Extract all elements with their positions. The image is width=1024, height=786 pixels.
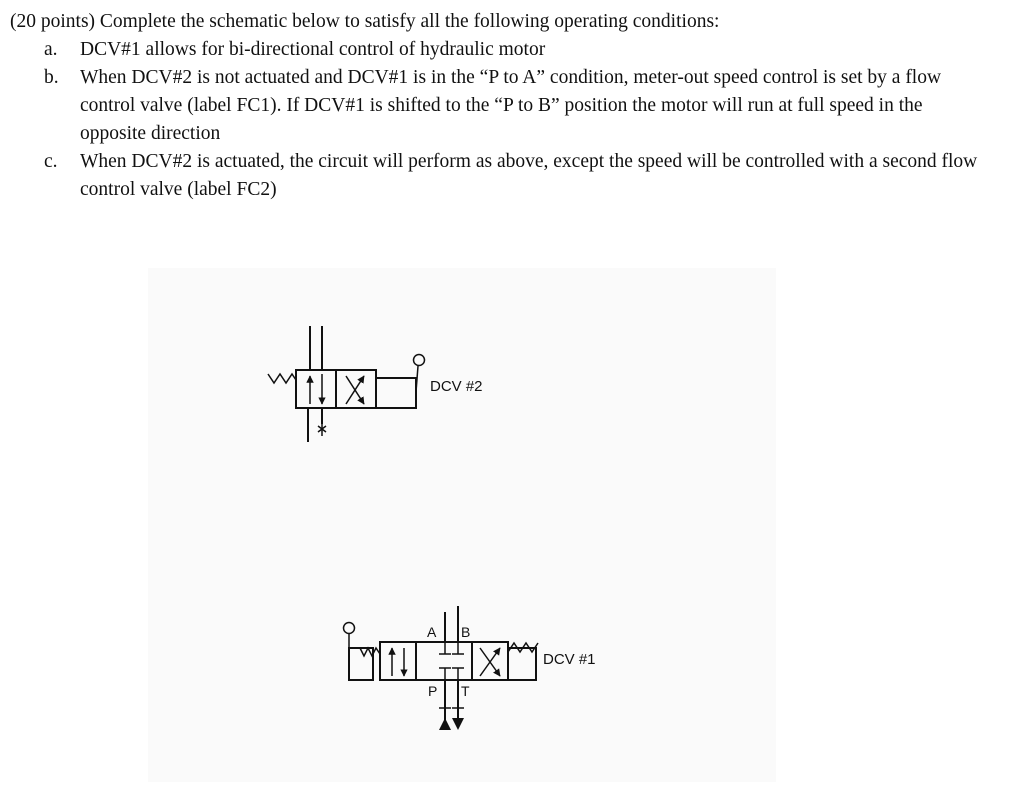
condition-marker: a. — [44, 39, 58, 60]
dcv2-actuator-knob-icon — [414, 355, 425, 366]
dcv1-label: DCV #1 — [543, 651, 596, 668]
dcv1-port-p-label: P — [428, 683, 438, 699]
condition-text: When DCV#2 is actuated, the circuit will perform as above, except the speed will be controlled with a second flow control valve (label FC2) — [80, 151, 978, 200]
dcv2-actuator-stem — [416, 366, 418, 392]
dcv1-port-b-label: B — [461, 624, 471, 640]
condition-marker: b. — [44, 67, 59, 88]
dcv1-actuator-knob-icon — [344, 623, 355, 634]
dcv2-valve — [268, 326, 483, 442]
dcv2-spring-icon — [268, 374, 296, 383]
condition-text: DCV#1 allows for bi-directional control of hydraulic motor — [80, 39, 546, 60]
pump-supply-arrow-icon — [439, 718, 451, 730]
condition-text: When DCV#2 is not actuated and DCV#1 is in the “P to A” condition, meter-out speed control is set by a flow control valve (label FC1). If DCV#1 is shifted to the “P to B” position the motor will run at full speed in the opposite direction — [80, 67, 942, 144]
dcv2-label: DCV #2 — [430, 378, 483, 395]
dcv1-envelope-center — [416, 642, 472, 680]
dcv1-left-spring-icon — [360, 648, 380, 656]
dcv1-envelope-left — [380, 642, 416, 680]
question-heading: (20 points) Complete the schematic below to satisfy all the following operating conditions: — [10, 11, 720, 32]
dcv1-port-t-label: T — [461, 683, 470, 699]
dcv2-envelope-left — [296, 370, 336, 408]
condition-marker: c. — [44, 151, 58, 172]
tank-return-arrow-icon — [452, 718, 464, 730]
dcv1-left-actuator-box — [349, 648, 373, 680]
dcv1-valve — [344, 606, 596, 730]
dcv2-actuator-box — [376, 378, 416, 408]
dcv1-port-a-label: A — [427, 624, 437, 640]
